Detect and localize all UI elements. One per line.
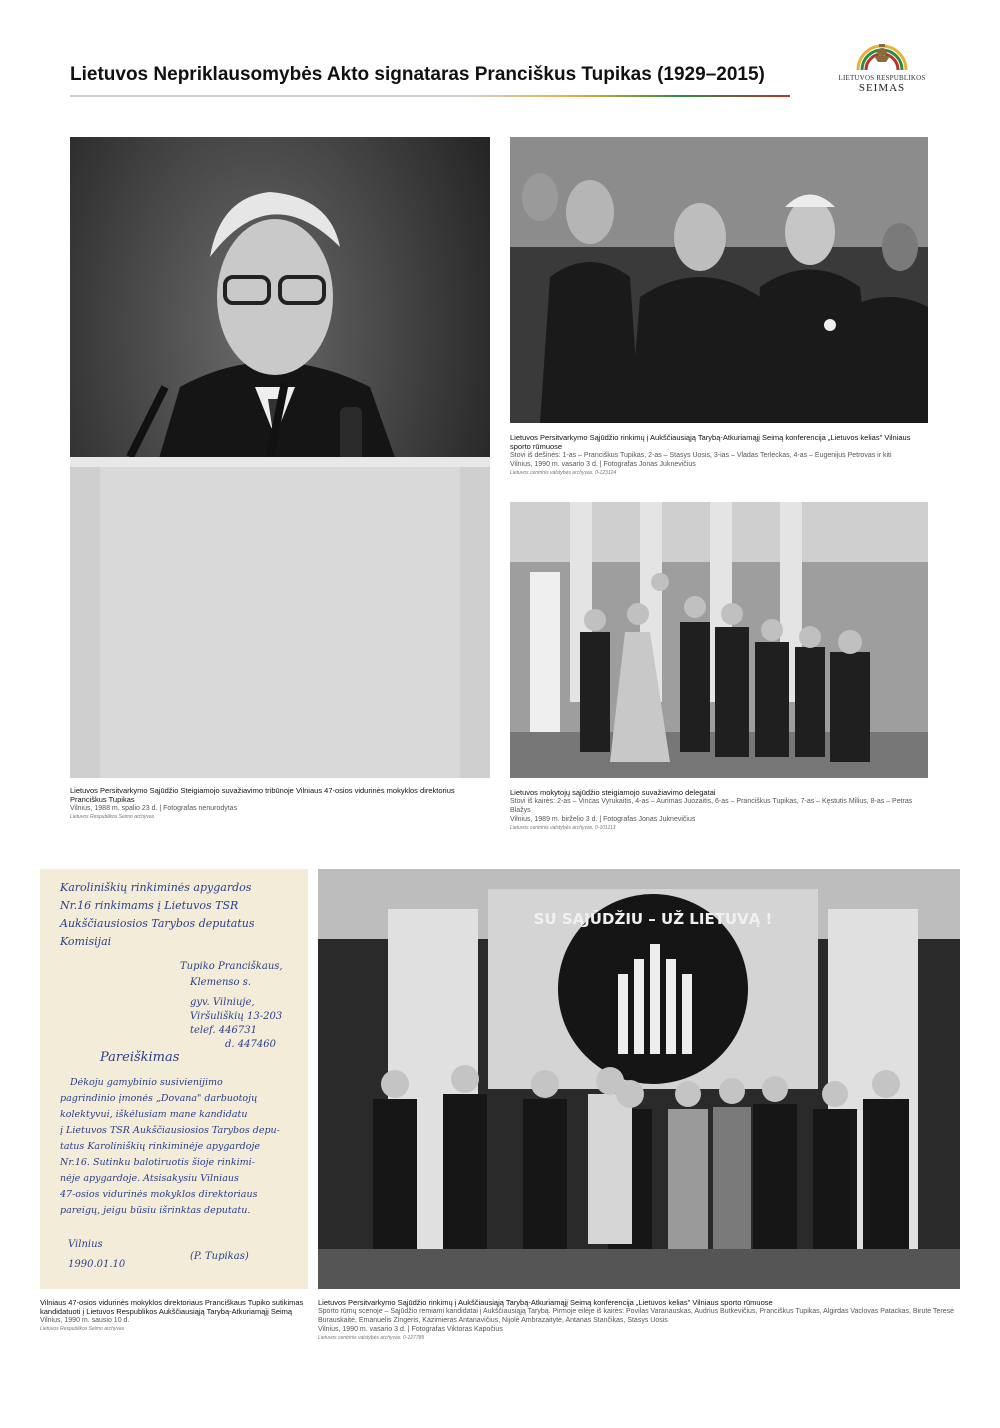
stage-caption	[318, 1298, 960, 1343]
letter-addressee-line: Aukščiausiosios Tarybos deputatus	[60, 917, 255, 930]
seimas-logo	[832, 36, 932, 106]
letter-addressee-line: Nr.16 rinkimams į Lietuvos TSR	[60, 899, 239, 912]
logo-text-line1: LIETUVOS RESPUBLIKOS	[838, 74, 926, 82]
stage-caption-people: Sporto rūmų scenoje – Sąjūdžio remiami kandidatai į Aukščiausiąją Tarybą. Pirmoje eilėje iš kairės: Povilas Varanauskas, Audrius Butkevičius, Pranciškus Tupikas, Algirdas Vaclovas Patackas, Birutė Teresė Burauskaitė, Emanuelis Zingeris, Kazimieras Antanavičius, Nijolė Ambrazaitytė, Antanas Stančikas, Stasys Uosis	[318, 1308, 955, 1324]
podium-caption-meta: Vilnius, 1988 m. spalio 23 d. | Fotografas nenurodytas	[70, 805, 238, 812]
letter-caption	[40, 1298, 308, 1334]
letter-place: Vilnius	[68, 1239, 103, 1250]
letter-sender-line: telef. 446731	[190, 1025, 257, 1036]
handwritten-letter	[40, 869, 308, 1289]
letter-body-line: į Lietuvos TSR Aukščiausiosios Tarybos depu-	[60, 1125, 280, 1136]
banner-slogan: SU SĄJŪDŽIU – UŽ LIETUVĄ !	[533, 910, 773, 928]
stage-caption-meta: Vilnius, 1990 m. vasario 3 d. | Fotografas Viktoras Kapočius	[318, 1326, 503, 1333]
conference-caption-source: Lietuvos centrinis valstybės archyvas. 0-123124	[510, 470, 617, 476]
conference-caption-title: Lietuvos Persitvarkymo Sąjūdžio rinkimų į Aukščiausiąją Tarybą-Atkuriamąjį Seimą konferencija „Lietuvos kelias" Vilniaus sporto rūmuose	[510, 433, 911, 451]
letter-sender-line: Viršuliškių 13-203	[190, 1011, 283, 1022]
podium-caption-title: Lietuvos Persitvarkymo Sąjūdžio Steigiamojo suvažiavimo tribūnoje Vilniaus 47-osios vidurinės mokyklos direktorius Pranciškus Tupikas	[70, 786, 455, 804]
teachers-caption-title: Lietuvos mokytojų sąjūdžio steigiamojo suvažiavimo delegatai	[510, 788, 716, 797]
letter-body-line: pagrindinio įmonės „Dovana" darbuotojų	[60, 1093, 258, 1104]
teachers-caption-people: Stovi iš kairės: 2-as – Vincas Vyrukaitis, 4-as – Aurimas Juozaitis, 6-as – Pranciškus Tupikas, 7-as – Kęstutis Milius, 8-as – Petras Blažys	[510, 798, 913, 814]
letter-caption-title: Vilniaus 47-osios vidurinės mokyklos direktoriaus Pranciškaus Tupiko sutikimas kandidatuoti į Lietuvos Respublikos Aukščiausiąją Tarybą-Atkuriamąjį Seimą	[40, 1298, 304, 1316]
conference-photo	[510, 137, 928, 423]
letter-addressee-line: Karoliniškių rinkiminės apygardos	[60, 881, 252, 894]
letter-signature: (P. Tupikas)	[190, 1251, 249, 1262]
podium-photo	[70, 137, 490, 778]
letter-sender-line: d. 447460	[225, 1039, 276, 1050]
letter-body-line: 47-osios vidurinės mokyklos direktoriaus	[60, 1189, 258, 1200]
title-divider	[70, 95, 790, 97]
podium-caption	[70, 786, 490, 822]
letter-body-line: nėje apygardoje. Atsisakysiu Vilniaus	[60, 1173, 239, 1184]
letter-caption-meta: Vilnius, 1990 m. sausio 10 d.	[40, 1317, 130, 1324]
letter-sender-line: gyv. Vilniuje,	[190, 997, 255, 1008]
teachers-photo	[510, 502, 928, 778]
letter-sender-line: Tupiko Pranciškaus,	[180, 961, 283, 972]
page-title: Lietuvos Nepriklausomybės Akto signataras Pranciškus Tupikas (1929–2015)	[70, 64, 765, 85]
teachers-caption	[510, 788, 928, 833]
seimas-emblem-icon	[852, 36, 912, 72]
letter-body-line: Nr.16. Sutinku balotiruotis šioje rinkimi-	[60, 1157, 255, 1168]
conference-caption	[510, 433, 928, 478]
conference-caption-people: Stovi iš dešinės: 1-as – Pranciškus Tupikas, 2-as – Stasys Uosis, 3-ias – Vladas Terleckas, 4-as – Eugenijus Petrovas ir kiti	[510, 452, 892, 459]
letter-heading: Pareiškimas	[100, 1050, 180, 1065]
letter-addressee-line: Komisijai	[60, 935, 112, 948]
letter-sender-line: Klemenso s.	[190, 977, 252, 988]
stage-caption-source: Lietuvos centrinis valstybės archyvas. 0-127789	[318, 1335, 425, 1341]
teachers-caption-source: Lietuvos centrinis valstybės archyvas. 0-101113	[510, 825, 616, 831]
podium-caption-source: Lietuvos Respublikos Seimo archyvas	[70, 814, 155, 820]
letter-body-line: kolektyvui, iškėlusiam mane kandidatu	[60, 1109, 248, 1120]
letter-caption-source: Lietuvos Respublikos Seimo archyvas	[40, 1326, 125, 1332]
letter-body-line: pareigų, jeigu būsiu išrinktas deputatu.	[60, 1205, 251, 1216]
logo-text-line2: SEIMAS	[858, 82, 906, 94]
letter-body-line: Dėkoju gamybinio susivienijimo	[70, 1077, 223, 1088]
letter-date: 1990.01.10	[68, 1259, 126, 1270]
stage-caption-title: Lietuvos Persitvarkymo Sąjūdžio rinkimų į Aukščiausiąją Tarybą-Atkuriamąjį Seimą konferencija „Lietuvos kelias" Vilniaus sporto rūmuose	[318, 1298, 773, 1307]
teachers-caption-meta: Vilnius, 1989 m. birželio 3 d. | Fotografas Jonas Juknevičius	[510, 816, 696, 823]
conference-caption-meta: Vilnius, 1990 m. vasario 3 d. | Fotografas Jonas Juknevičius	[510, 461, 696, 468]
letter-body-line: tatus Karoliniškių rinkiminėje apygardoje	[60, 1141, 261, 1152]
stage-photo	[318, 869, 960, 1289]
